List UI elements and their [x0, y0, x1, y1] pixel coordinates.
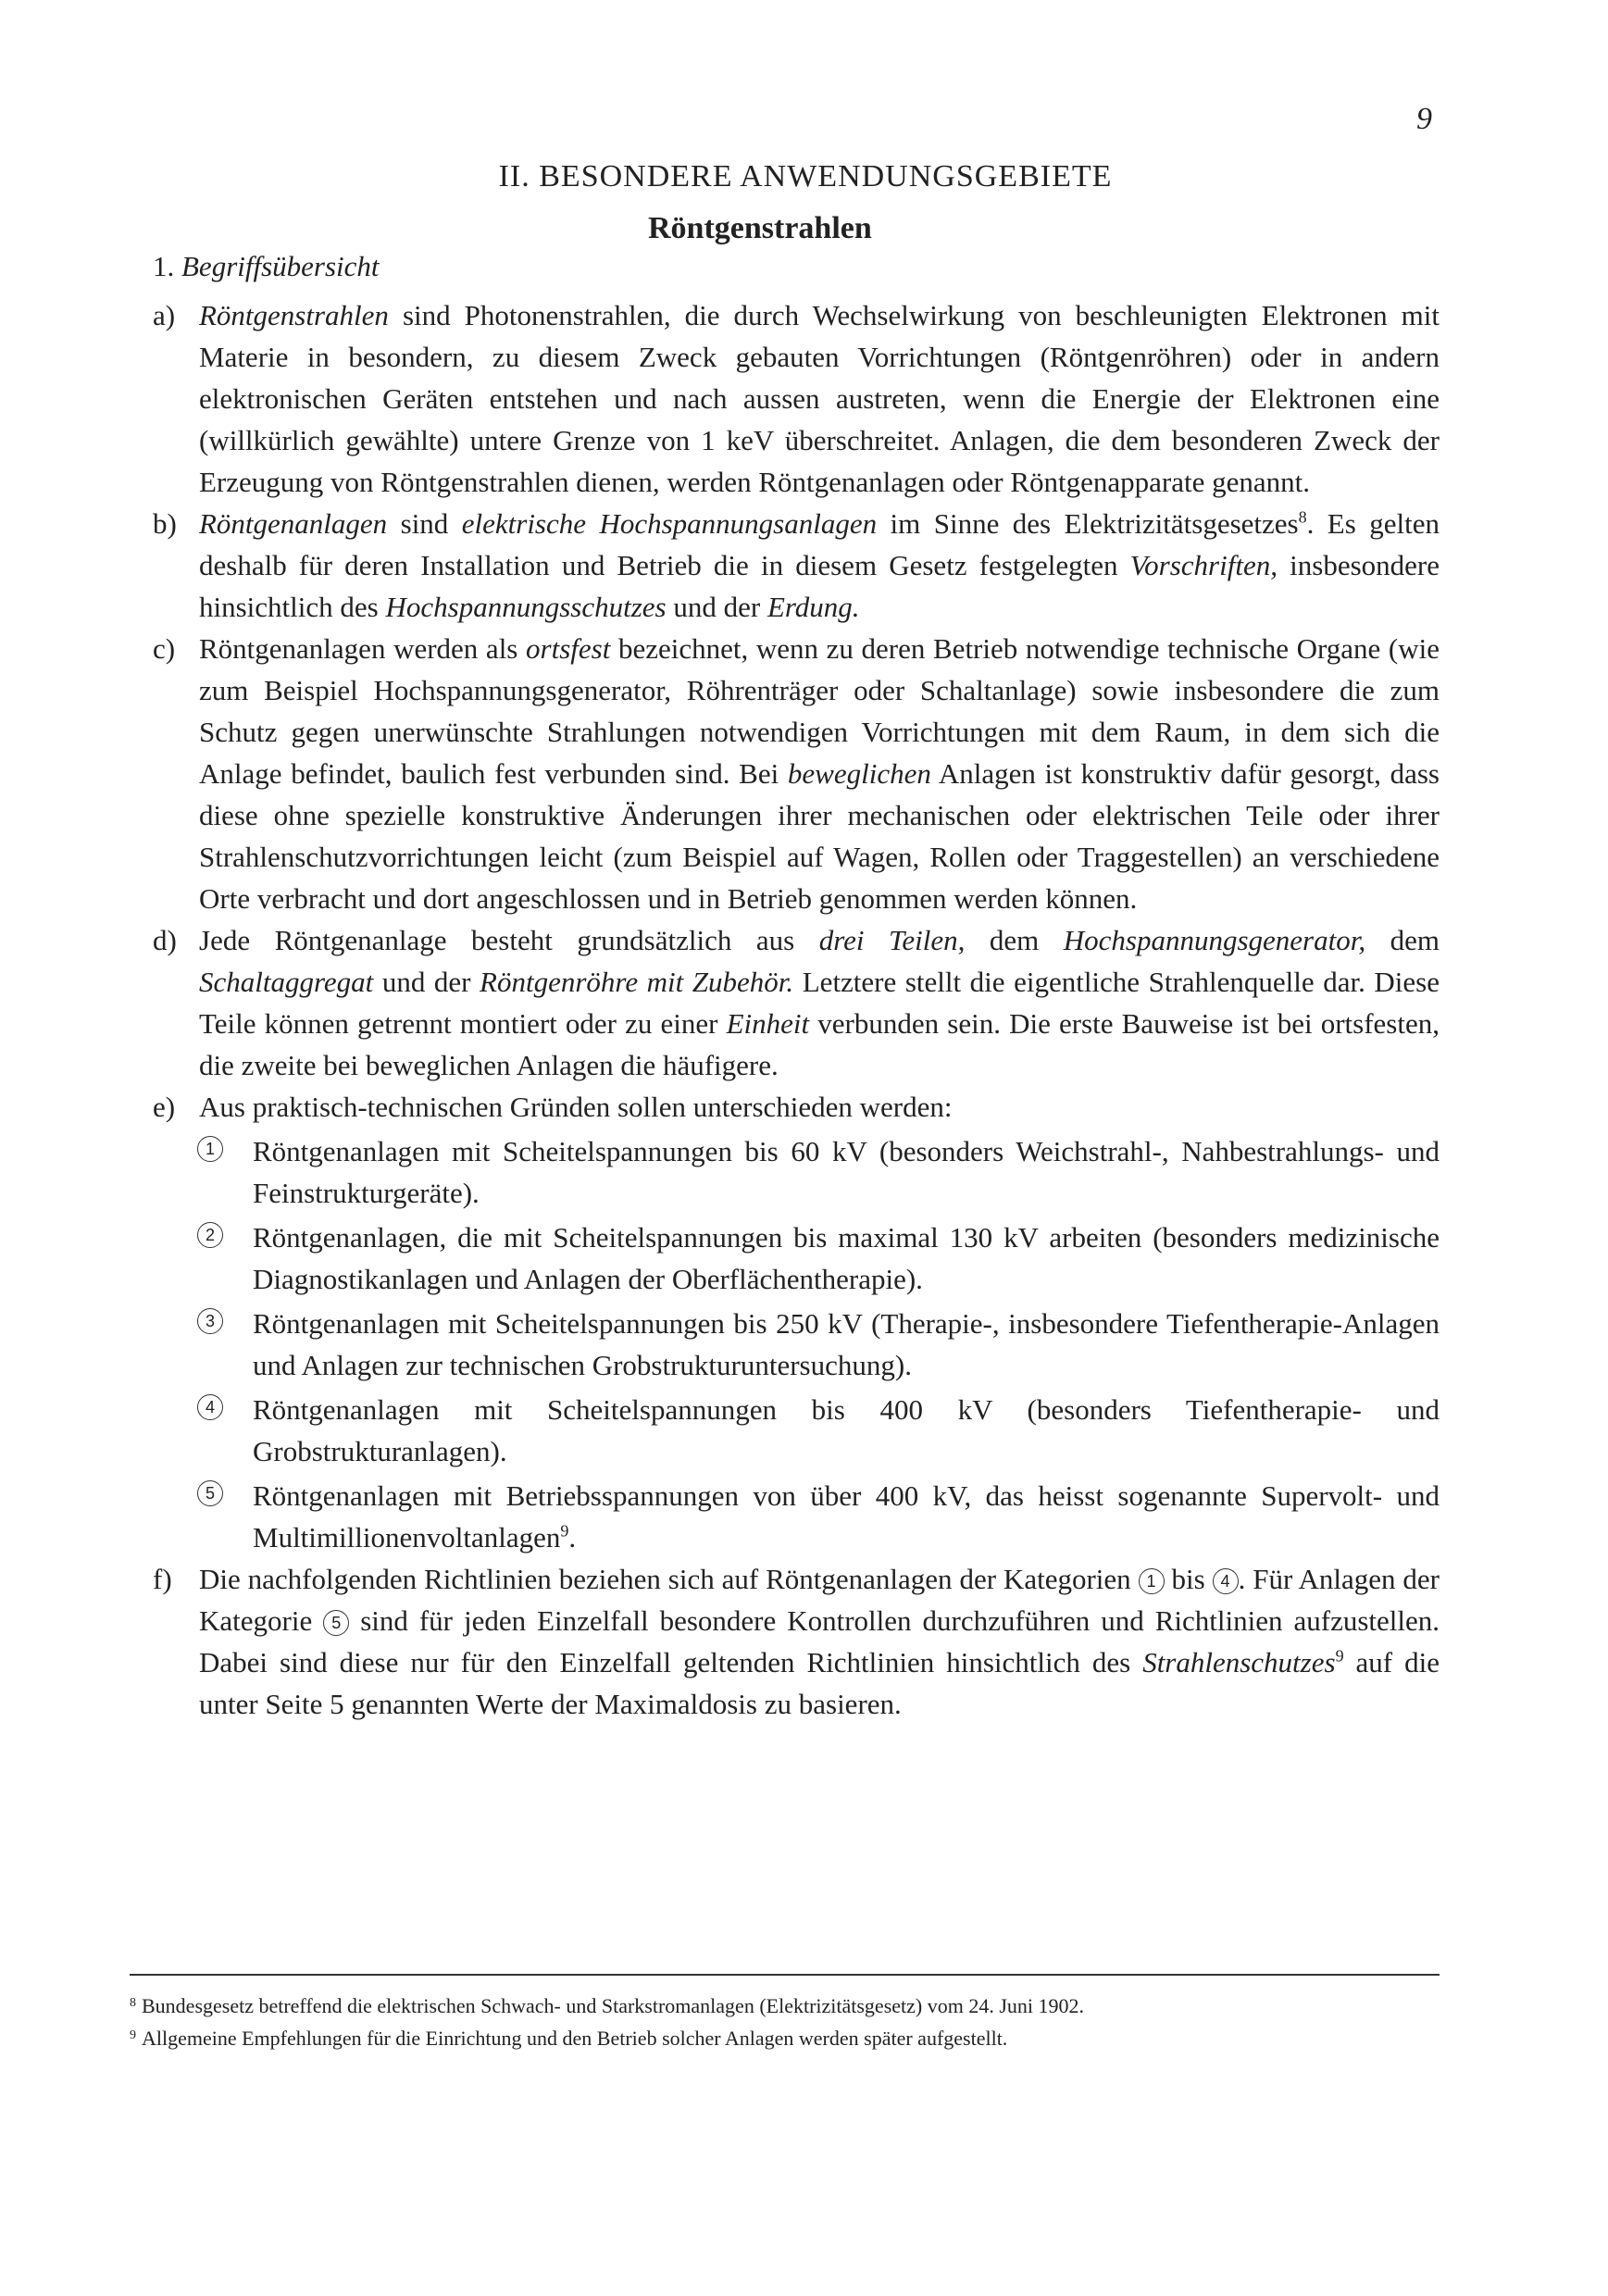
paragraph-text: . Es gelten deshalb für deren Installation und Betrieb die in diesem Gesetz festgelegten: [199, 507, 1440, 581]
page-subtitle: Röntgenstrahlen: [648, 211, 872, 245]
circled-number-5: 5: [197, 1480, 223, 1506]
circled-number-5: 5: [323, 1610, 349, 1636]
paragraph-text: dem: [1365, 924, 1440, 956]
footnote-text: Bundesgesetz betreffend die elektrischen Schwach- und Starkstromanlagen (Elektrizitätsgesetz) vom 24. Juni 1902.: [142, 1994, 1085, 2017]
paragraph-text: Jede Röntgenanlage besteht grundsätzlich aus: [199, 924, 819, 956]
paragraph-text: bis: [1164, 1563, 1213, 1595]
term-strahlenschutz: Strahlenschutzes: [1142, 1646, 1336, 1678]
circled-number-4: 4: [1213, 1568, 1239, 1594]
paragraph-text: . Für Anlagen der Kategorie: [199, 1563, 1440, 1637]
term-roentgenstrahlen: Röntgenstrahlen: [199, 299, 389, 331]
subheading-text: Begriffsübersicht: [181, 250, 380, 282]
paragraph-text: Röntgenanlagen werden als: [199, 632, 527, 665]
category-text: Röntgenanlagen, die mit Scheitelspannungen bis maximal 130 kV arbeiten (besonders medizinische Diagnostikanlagen und Anlagen der Oberflächentherapie).: [253, 1221, 1440, 1295]
term-beweglich: beweglichen: [787, 757, 931, 790]
paragraph-text: sind Photonenstrahlen, die durch Wechselwirkung von beschleunigten Elektronen mit Materie in besondern, zu diesem Zweck gebauten Vorrichtungen (Röntgenröhren) oder in andern elektronischen Geräten entstehen und nach aussen austreten, wenn die Energie der Elektronen eine (willkürlich gewählte) untere Grenze von 1 keV überschreitet. Anlagen, die dem besonderen Zweck der Erzeugung von Röntgenstrahlen dienen, werden Röntgenanlagen oder Röntgenapparate genannt.: [199, 299, 1440, 498]
footnote-text: Allgemeine Empfehlungen für die Einrichtung und den Betrieb solcher Anlagen werden später aufgestellt.: [142, 2027, 1008, 2050]
paragraph-label: c): [153, 632, 176, 665]
paragraph-label: d): [153, 924, 177, 956]
category-item-4: [153, 1389, 1440, 1472]
subheading-number: 1.: [153, 250, 175, 282]
footnote-ref-8: 8: [1298, 507, 1307, 527]
paragraph-text: auf die unter Seite 5 genannten Werte der Maximaldosis zu basieren.: [199, 1646, 1440, 1720]
paragraph-a: [153, 294, 1440, 503]
category-item-3: [153, 1303, 1440, 1386]
category-text: Röntgenanlagen mit Scheitelspannungen bis 400 kV (besonders Tiefentherapie- und Grobstrukturanlagen).: [253, 1393, 1440, 1467]
paragraph-b: [153, 503, 1440, 628]
term-ortsfest: ortsfest: [526, 632, 611, 665]
term-roentgenanlagen: Röntgenanlagen: [199, 507, 388, 540]
category-item-2: [153, 1217, 1440, 1300]
term-hochspannungsschutz: Hochspannungsschutzes: [385, 591, 667, 623]
footnote-8: [130, 1989, 1440, 2021]
category-text: Röntgenanlagen mit Scheitelspannungen bis 250 kV (Therapie-, insbesondere Tiefentherapie-Anlagen und Anlagen zur technischen Grobstrukturuntersuchung).: [253, 1307, 1440, 1381]
footnote-ref-9: 9: [1335, 1646, 1344, 1666]
term-erdung: Erdung.: [767, 591, 860, 623]
category-text: Röntgenanlagen mit Scheitelspannungen bis 60 kV (besonders Weichstrahl-, Nahbestrahlungs- und Feinstrukturgeräte).: [253, 1135, 1440, 1209]
term-vorschriften: Vorschriften,: [1129, 549, 1278, 581]
term-hochspannungsgenerator: Hochspannungsgenerator,: [1063, 924, 1366, 956]
paragraph-text: bezeichnet, wenn zu deren Betrieb notwendige technische Organe (wie zum Beispiel Hochspannungsgenerator, Röhrenträger oder Schaltanlage) sowie insbesondere die zum Schutz gegen unerwünschte Strahlungen notwendigen Vorrichtungen mit dem Raum, in dem sich die Anlage befindet, baulich fest verbunden sind. Bei: [199, 632, 1440, 790]
term-hochspannungsanlagen: elektrische Hochspannungsanlagen: [461, 507, 878, 540]
paragraph-e: [153, 1086, 1440, 1128]
category-item-5: [153, 1475, 1440, 1558]
term-einheit: Einheit: [726, 1007, 810, 1040]
section-title: II. BESONDERE ANWENDUNGSGEBIETE: [498, 159, 1113, 193]
term-drei-teile: drei Teilen,: [818, 924, 966, 956]
term-roentgenroehre: Röntgenröhre mit Zubehör.: [480, 966, 794, 998]
circled-number-1: 1: [1139, 1568, 1165, 1594]
paragraph-text: Anlagen ist konstruktiv dafür gesorgt, dass diese ohne spezielle konstruktive Änderungen ihrer mechanischen oder elektrischen Teile oder ihrer Strahlenschutzvorrichtungen leicht (zum Beispiel auf Wagen, Rollen oder Traggestellen) an verschiedene Orte verbracht und dort angeschlossen und in Betrieb genommen werden können.: [199, 757, 1440, 915]
paragraph-text: und der: [373, 966, 480, 998]
subheading: [153, 250, 380, 283]
paragraph-text: insbesondere hinsichtlich des: [199, 549, 1440, 623]
footnote-divider: [130, 1974, 1440, 1976]
paragraph-label: e): [153, 1091, 176, 1123]
circled-number-4: 4: [197, 1394, 223, 1420]
paragraph-label: f): [153, 1563, 172, 1595]
paragraph-label: a): [153, 299, 176, 331]
page-number: 9: [1416, 102, 1432, 136]
paragraph-text: im Sinne des Elektrizitätsgesetzes: [877, 507, 1299, 540]
paragraph-d: [153, 919, 1440, 1086]
paragraph-text: verbunden sein. Die erste Bauweise ist bei ortsfesten, die zweite bei beweglichen Anlagen die häufigere.: [199, 1007, 1440, 1081]
body-text: [153, 294, 1440, 1725]
circled-number-3: 3: [197, 1308, 223, 1334]
paragraph-text: sind: [387, 507, 462, 540]
category-item-1: [153, 1130, 1440, 1214]
category-text-end: .: [568, 1521, 577, 1554]
category-text: Röntgenanlagen mit Betriebsspannungen von über 400 kV, das heisst sogenannte Supervolt- und Multimillionenvoltanlagen: [253, 1479, 1440, 1554]
paragraph-label: b): [153, 507, 177, 540]
paragraph-c: [153, 628, 1440, 919]
footnote-mark: 9: [130, 2028, 136, 2042]
footnote-mark: 8: [130, 1996, 136, 2010]
circled-number-1: 1: [197, 1136, 223, 1162]
circled-number-2: 2: [197, 1222, 223, 1248]
paragraph-f: [153, 1558, 1440, 1725]
footnote-ref-9: 9: [560, 1521, 569, 1541]
paragraph-text: dem: [965, 924, 1064, 956]
paragraph-text: Letztere stellt die eigentliche Strahlenquelle dar. Diese Teile können getrennt montiert oder zu einer: [199, 966, 1440, 1040]
paragraph-text: und der: [666, 591, 767, 623]
paragraph-text: Die nachfolgenden Richtlinien beziehen sich auf Röntgenanlagen der Kategorien: [199, 1563, 1139, 1595]
term-schaltaggregat: Schaltaggregat: [199, 966, 374, 998]
paragraph-text: sind für jeden Einzelfall besondere Kontrollen durchzuführen und Richtlinien aufzustellen. Dabei sind diese nur für den Einzelfall geltenden Richtlinien hinsichtlich des: [199, 1604, 1440, 1678]
footnotes: [130, 1989, 1440, 2053]
paragraph-text: Aus praktisch-technischen Gründen sollen unterschieden werden:: [199, 1091, 953, 1123]
footnote-9: [130, 2021, 1440, 2053]
